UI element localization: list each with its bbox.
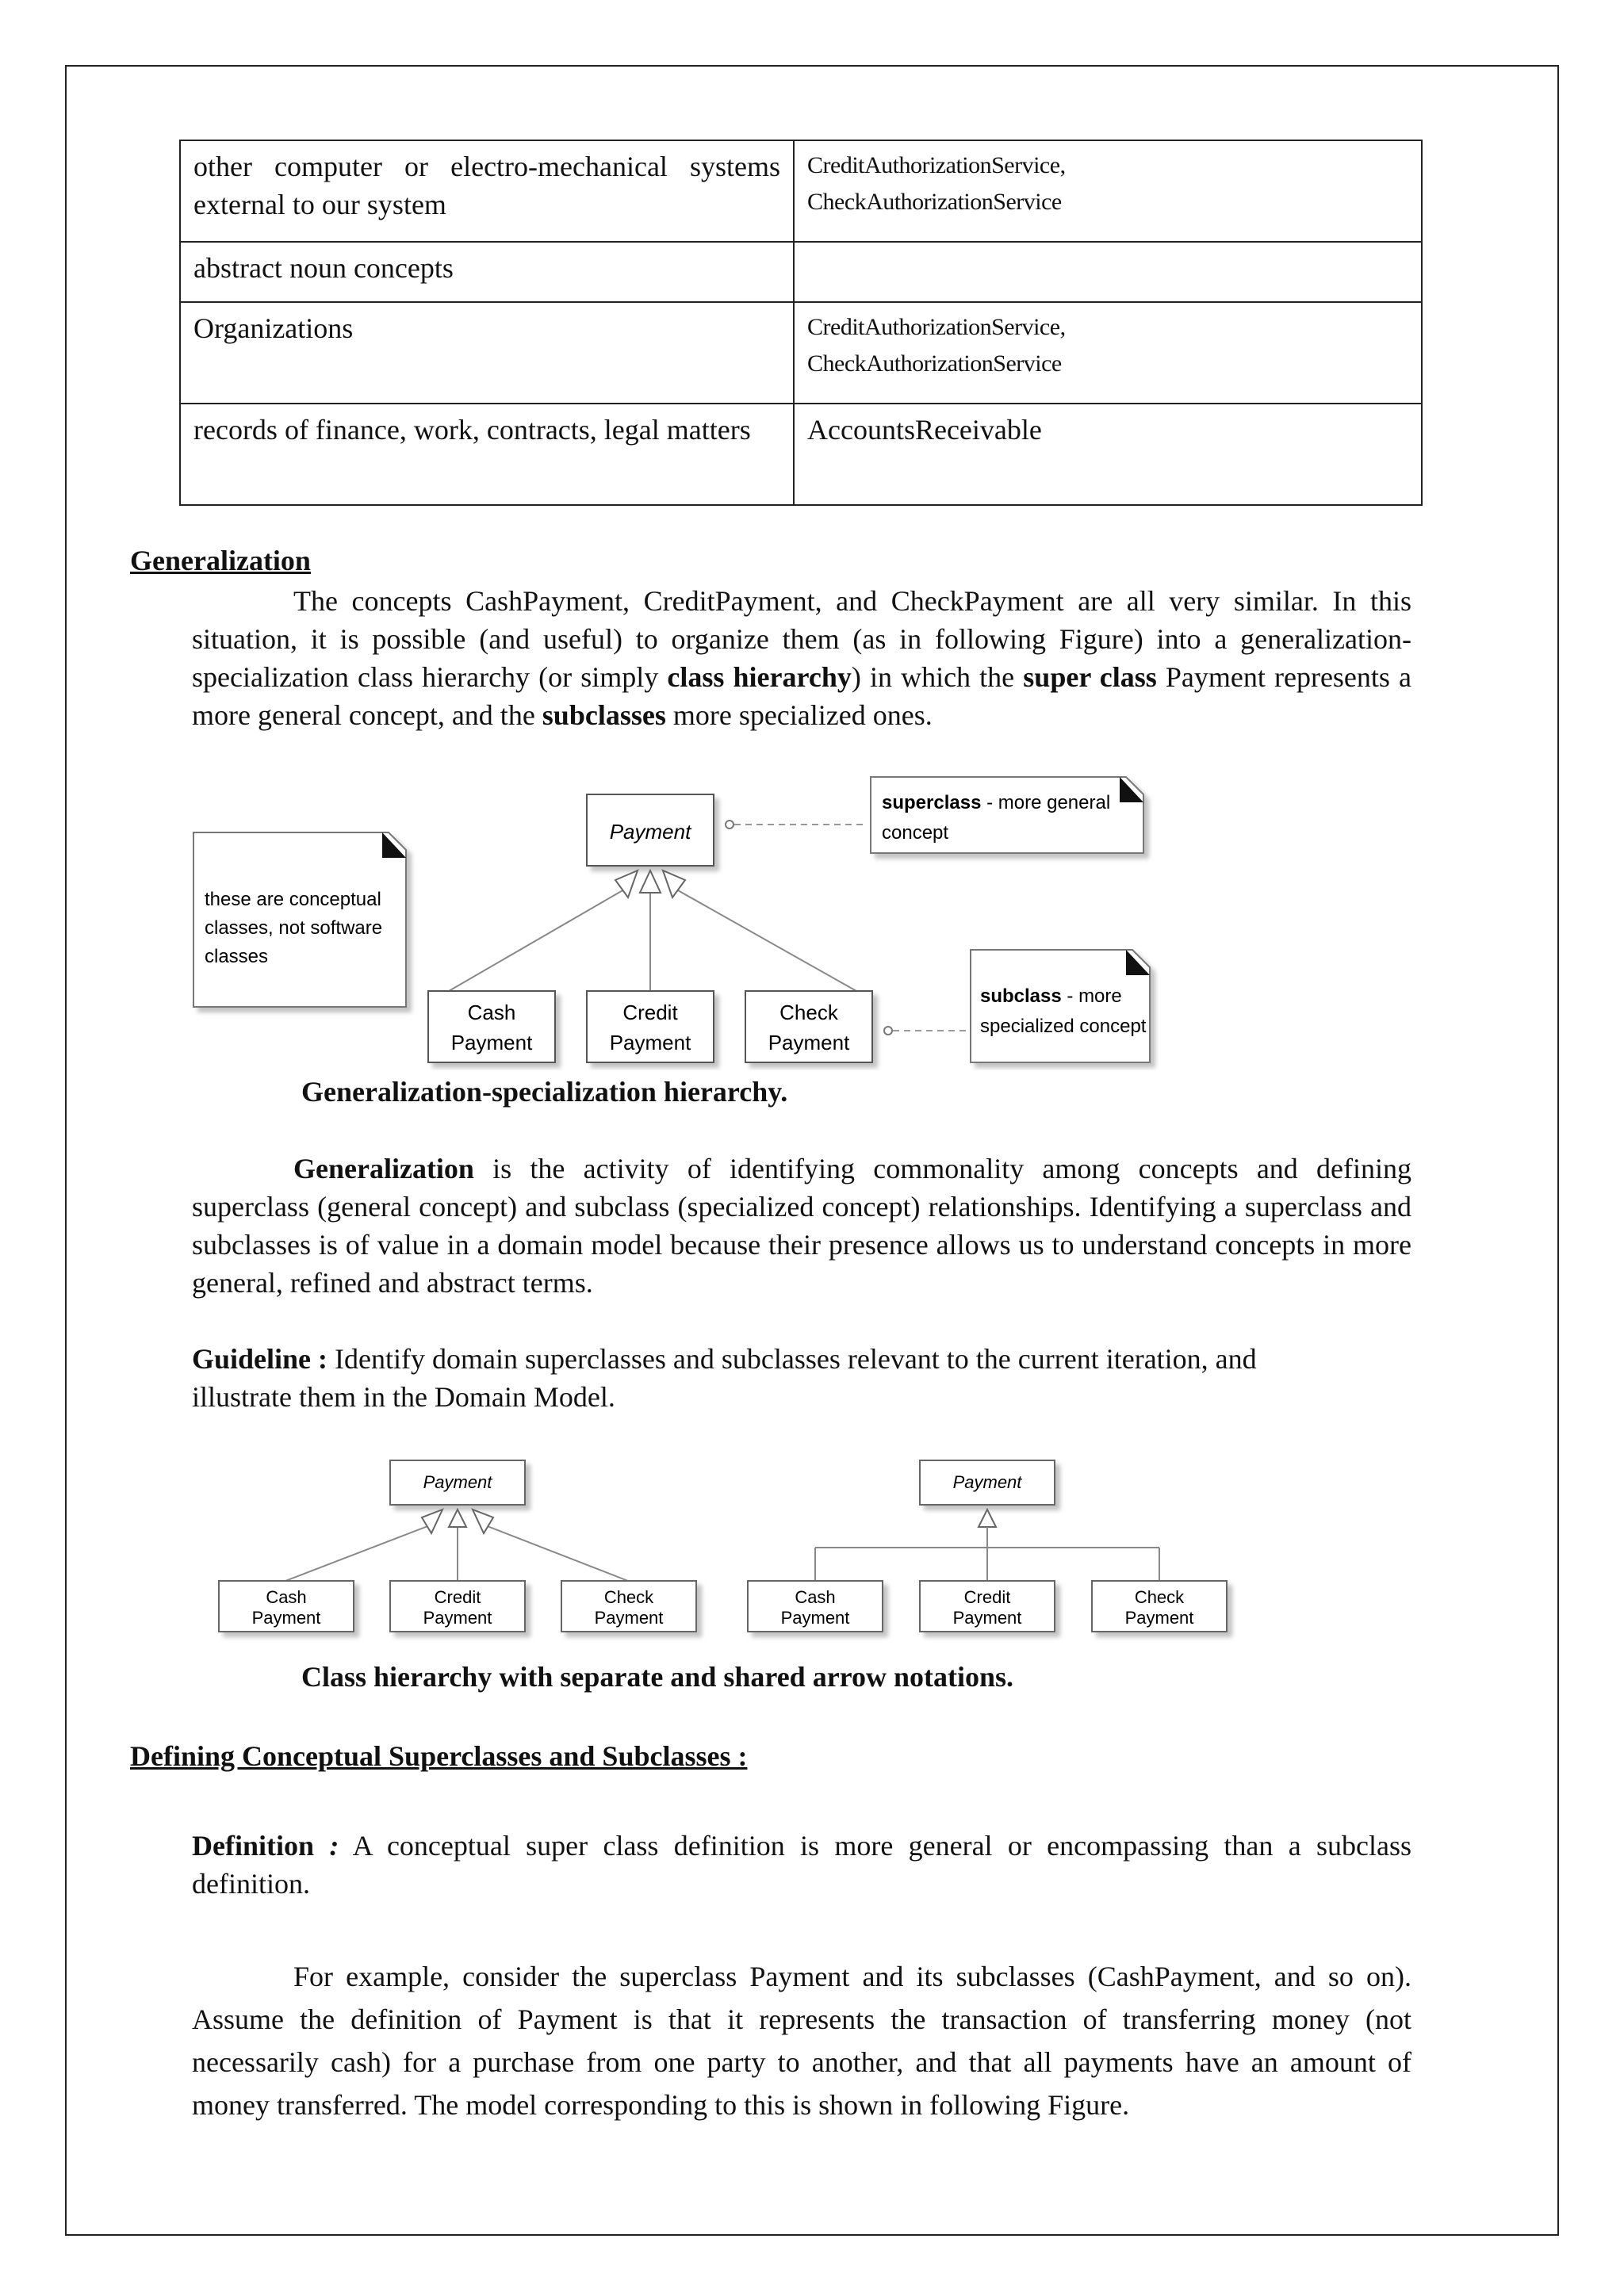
table-cell-examples xyxy=(794,302,1422,404)
text-run: Identify domain superclasses and subclasses relevant to the current iteration, and illustrate them in the Domain Model. xyxy=(192,1343,1257,1413)
superclass-note-line2: concept xyxy=(882,822,949,844)
figure-arrow-notations xyxy=(206,1454,1245,1644)
subclass-label: Payment xyxy=(251,1608,321,1628)
definition-colon: : xyxy=(314,1830,339,1862)
subclass-label: Payment xyxy=(609,1031,691,1054)
bold-term: Generalization xyxy=(293,1153,474,1184)
superclass-label: Payment xyxy=(952,1472,1022,1492)
section-heading-defining: Defining Conceptual Superclasses and Subclasses : xyxy=(130,1740,748,1772)
table-cell-category: records of finance, work, contracts, legal matters xyxy=(180,404,794,505)
subclass-label: Credit xyxy=(963,1587,1011,1607)
note-line: classes, not software xyxy=(205,917,383,939)
text-run: is the activity of identifying commonality among concepts and defining superclass (general concept) and subclass (specialized concept) relationships. Identifying a superclass and subclasses is of value in a domain model because their presence allows us to understand concepts in more general, refined and abstract terms. xyxy=(192,1153,1411,1299)
definition-paragraph xyxy=(192,1827,1411,1903)
generalization-line xyxy=(449,886,630,991)
generalization-line xyxy=(671,886,856,991)
subclass-note-line2: specialized concept xyxy=(980,1016,1147,1037)
bold-term: subclasses xyxy=(542,699,666,731)
figure-generalization-hierarchy xyxy=(190,769,1174,1070)
text-run: more specialized ones. xyxy=(665,699,933,731)
table-row xyxy=(180,404,1422,505)
section-heading-generalization: Generalization xyxy=(130,545,311,576)
paragraph-example: For example, consider the superclass Payment and its subclasses (CashPayment, and so on). Assume the definition of Payment is that it represents the transaction of transferring money (not necessarily cash) for a purchase from one party to another, and that all payments have an amount of money transferred. The model corresponding to this is shown in following Figure. xyxy=(192,1961,1411,2121)
table-cell-category: other computer or electro-mechanical systems external to our system xyxy=(180,140,794,242)
hollow-arrowhead-icon xyxy=(640,871,661,893)
table-cell-category: abstract noun concepts xyxy=(180,242,794,302)
text-run: Payment represents a more general concept, and the xyxy=(192,661,1412,731)
superclass-note-line1: superclass - more general xyxy=(882,792,1111,813)
superclass-label: Payment xyxy=(423,1472,492,1492)
table-cell-category: Organizations xyxy=(180,302,794,404)
subclass-label: Credit xyxy=(622,1001,678,1024)
bold-term: super class xyxy=(1023,661,1157,693)
paragraph-intro xyxy=(192,582,1411,734)
anchor-circle xyxy=(884,1027,892,1035)
table-cell-examples xyxy=(794,140,1422,242)
text-run: A conceptual super class definition is more general or encompassing than a subclass definition. xyxy=(192,1830,1411,1900)
table-cell-examples xyxy=(794,242,1422,302)
table-row xyxy=(180,140,1422,242)
table-row xyxy=(180,242,1422,302)
subclass-label: Cash xyxy=(795,1587,836,1607)
subclass-label: Check xyxy=(1134,1587,1185,1607)
subclass-label: Payment xyxy=(594,1608,664,1628)
superclass-label: Payment xyxy=(609,820,691,844)
subclass-label: Check xyxy=(603,1587,654,1607)
subclass-label: Payment xyxy=(1124,1608,1194,1628)
subclass-note-line1: subclass - more xyxy=(980,985,1122,1007)
subclass-label: Payment xyxy=(768,1031,850,1054)
figure-caption-arrow-notations: Class hierarchy with separate and shared arrow notations. xyxy=(301,1661,1014,1693)
hollow-arrowhead-icon xyxy=(979,1510,996,1527)
subclass-label: Payment xyxy=(952,1608,1022,1628)
table-row xyxy=(180,302,1422,404)
guideline-paragraph xyxy=(192,1340,1334,1416)
paragraph-generalization-definition xyxy=(192,1150,1411,1302)
hollow-arrowhead-icon xyxy=(422,1510,442,1533)
definition-label: Definition xyxy=(192,1830,315,1862)
example-text: CheckAuthorizationService xyxy=(807,189,1062,215)
subclass-label: Check xyxy=(779,1001,838,1024)
note-line: these are conceptual xyxy=(205,889,381,910)
subclass-label: Payment xyxy=(780,1608,850,1628)
subclass-label: Payment xyxy=(423,1608,492,1628)
example-text: CreditAuthorizationService, xyxy=(807,152,1066,178)
subclass-label: Payment xyxy=(450,1031,533,1054)
anchor-circle xyxy=(726,821,733,828)
hollow-arrowhead-icon xyxy=(449,1510,466,1527)
note-line: classes xyxy=(205,946,269,967)
subclass-label: Credit xyxy=(434,1587,481,1607)
hollow-arrowhead-icon xyxy=(473,1510,493,1533)
text-run: The concepts CashPayment, CreditPayment, and CheckPayment are all very similar. In this situation, it is possible (and useful) to organize them (as in following Figure) into a generalization-specialization class hierarchy (or simply xyxy=(192,585,1411,693)
example-text: CreditAuthorizationService, xyxy=(807,314,1066,340)
figure-caption-hierarchy: Generalization-specialization hierarchy. xyxy=(301,1076,788,1108)
generalization-line xyxy=(285,1525,430,1581)
table-cell-examples: AccountsReceivable xyxy=(794,404,1422,505)
generalization-line xyxy=(485,1525,628,1581)
subclass-label: Cash xyxy=(467,1001,516,1024)
concept-category-table xyxy=(179,140,1423,506)
bold-term: class hierarchy xyxy=(667,661,852,693)
example-text: CheckAuthorizationService xyxy=(807,350,1062,377)
text-run: ) in which the xyxy=(851,661,1024,693)
subclass-label: Cash xyxy=(266,1587,307,1607)
guideline-label: Guideline : xyxy=(192,1343,328,1375)
